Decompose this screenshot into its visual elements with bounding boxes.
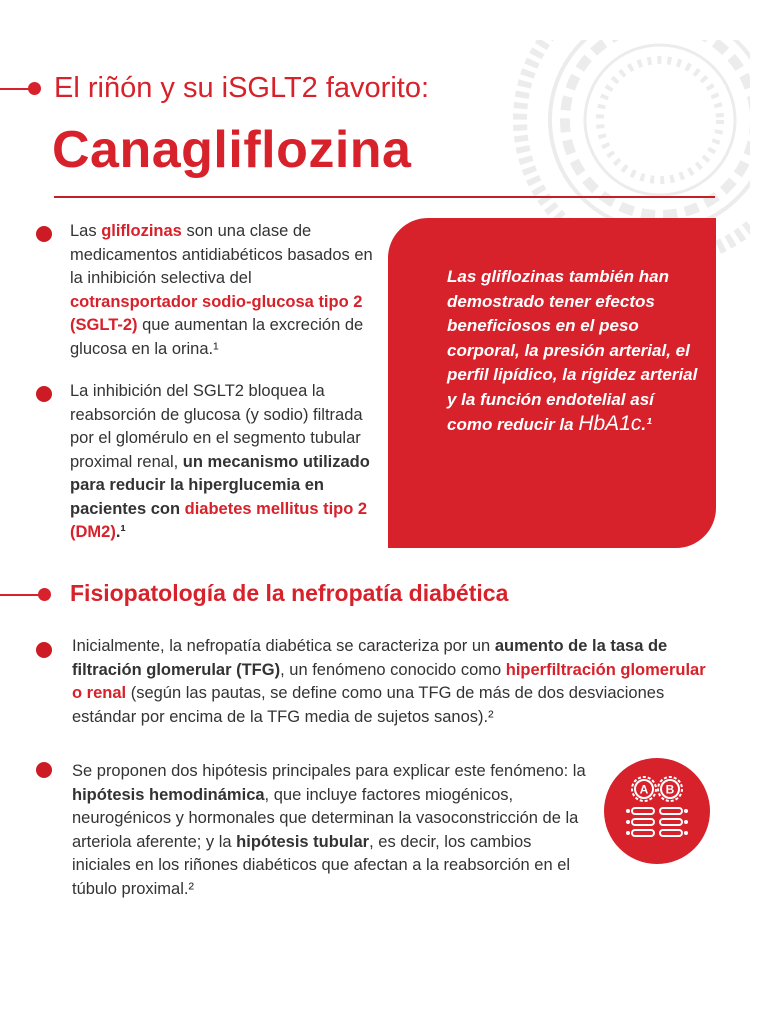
page-subtitle: El riñón y su iSGLT2 favorito: [54, 72, 430, 104]
section-title: Fisiopatología de la nefropatía diabética [70, 580, 509, 606]
bullet-paragraph-gliflozinas [70, 220, 378, 361]
paragraph-text-run: hiperfiltración glomerular o renal [72, 660, 706, 702]
paragraph-text-run: cotransportador sodio-glucosa tipo 2 (SGLT-2) [70, 292, 363, 334]
header-line [0, 88, 30, 90]
bullet-icon [36, 642, 52, 658]
paragraph-text-run: un mecanismo utilizado para reducir la hiperglucemia en pacientes con [70, 452, 370, 518]
bullet-paragraph-hyperfiltration [72, 635, 712, 729]
callout-hba1c: HbA1c [578, 412, 642, 435]
icon-label-b: B [665, 782, 675, 797]
bullet-icon [36, 762, 52, 778]
callout-text: Las gliflozinas también han demostrado tener efectos beneficiosos en el peso corporal, la presión arterial, el perfil lipídico, la rigidez arterial y la función endotelial así como reducir la HbA1c.¹ [447, 267, 698, 435]
header-dot-icon [28, 82, 41, 95]
paragraph-text-run: diabetes mellitus tipo 2 (DM2) [70, 499, 368, 541]
bullet-paragraph-sglt2-inhibition [70, 380, 380, 545]
paragraph-text-run: gliflozinas [101, 222, 182, 240]
paragraph-text-run: Se proponen dos hipótesis principales para explicar este fenómeno: la [72, 762, 586, 780]
paragraph-text-run: , que incluye factores miogénicos, neurogénicos y hormonales que determinan la vasoconstricción de la arteriola aferente; y la [72, 785, 579, 851]
paragraph-text-run: hipótesis hemodinámica [72, 785, 265, 804]
section-line [0, 594, 40, 596]
paragraph-text-run: aumento de la tasa de filtración glomerular (TFG) [72, 637, 668, 679]
title-divider [54, 196, 715, 198]
paragraph-text-run: La inhibición del SGLT2 bloquea la reabsorción de glucosa (y sodio) filtrada por el glomérulo en el segmento tubular proximal renal, [70, 382, 363, 471]
section-dot-icon [38, 588, 51, 601]
hypothesis-ab-icon [604, 758, 710, 864]
paragraph-text-run: hipótesis tubular [236, 832, 370, 851]
bullet-icon [36, 226, 52, 242]
paragraph-text-run: Las [70, 222, 102, 240]
paragraph-text-run: que aumentan la excreción de glucosa en la orina.¹ [70, 316, 364, 358]
paragraph-text-run: (según las pautas, se define como una TFG de más de dos desviaciones estándar por encima de la TFG media de sujetos sanos).² [72, 684, 665, 726]
paragraph-text-run: Inicialmente, la nefropatía diabética se caracteriza por un [72, 637, 495, 655]
paragraph-text-run: .¹ [115, 523, 126, 541]
bullet-icon [36, 386, 52, 402]
icon-label-a: A [639, 782, 649, 797]
paragraph-text-run: , un fenómeno conocido como [280, 660, 506, 679]
paragraph-text-run: son una clase de medicamentos antidiabéticos basados en la inhibición selectiva del [70, 222, 373, 287]
page-title: Canagliflozina [52, 121, 412, 179]
bullet-paragraph-hypotheses [72, 760, 590, 901]
paragraph-text-run: , es decir, los cambios iniciales en los riñones diabéticos que afectan a la reabsorción en el túbulo proximal.² [72, 832, 571, 898]
